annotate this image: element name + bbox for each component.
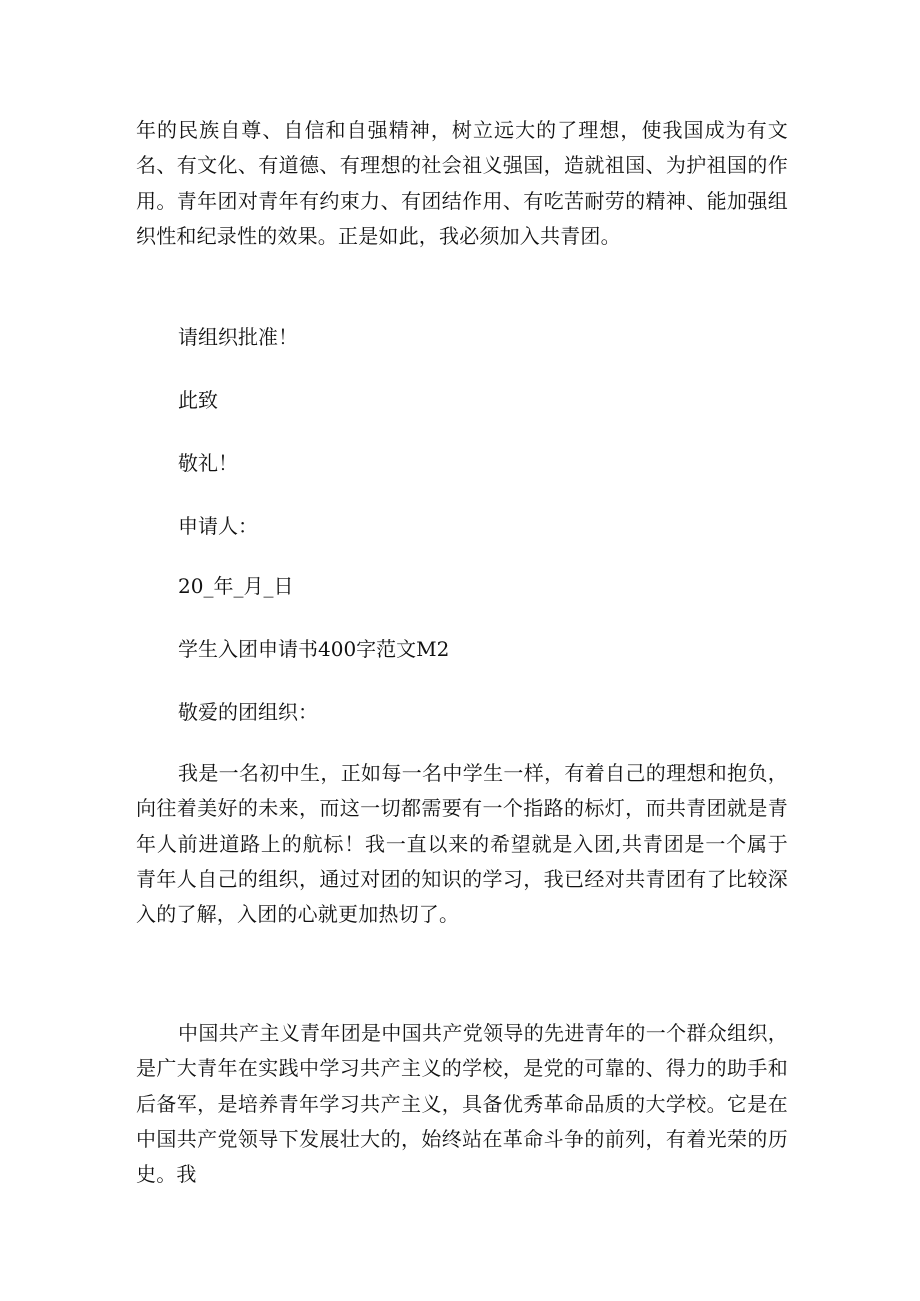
closing-jingli-line: 敬礼！ xyxy=(178,451,238,475)
section-title: 学生入团申请书400字范文M2 xyxy=(178,637,450,661)
applicant-signature-line: 申请人： xyxy=(178,514,258,538)
paragraph-continuation: 年的民族自尊、自信和自强精神，树立远大的了理想，使我国成为有文名、有文化、有道德、有理想的社会祖义强国，造就祖国、为护祖国的作用。青年团对青年有约束力、有团结作用、有吃苦耐劳的精神、能加强组织性和纪录性的效果。正是如此，我必须加入共青团。 xyxy=(136,118,788,248)
date-line: 20_年_月_日 xyxy=(178,574,294,598)
body-paragraph-2: 中国共产主义青年团是中国共产党领导的先进青年的一个群众组织，是广大青年在实践中学习共产主义的学校，是党的可靠的、得力的助手和后备军，是培养青年学习共产主义，具备优秀革命品质的大学校。它是在中国共产党领导下发展壮大的，始终站在革命斗争的前列，有着光荣的历史。我 xyxy=(136,1021,788,1187)
closing-cizhi-line: 此致 xyxy=(178,388,218,412)
body-paragraph-1: 我是一名初中生，正如每一名中学生一样，有着自己的理想和抱负，向往着美好的未来，而这一切都需要有一个指路的标灯，而共青团就是青年人前进道路上的航标！我一直以来的希望就是入团,共青团是一个属于青年人自己的组织，通过对团的知识的学习，我已经对共青团有了比较深入的了解，入团的心就更加热切了。 xyxy=(136,761,788,927)
approval-request-line: 请组织批准！ xyxy=(178,325,298,349)
salutation-line: 敬爱的团组织： xyxy=(178,700,318,724)
